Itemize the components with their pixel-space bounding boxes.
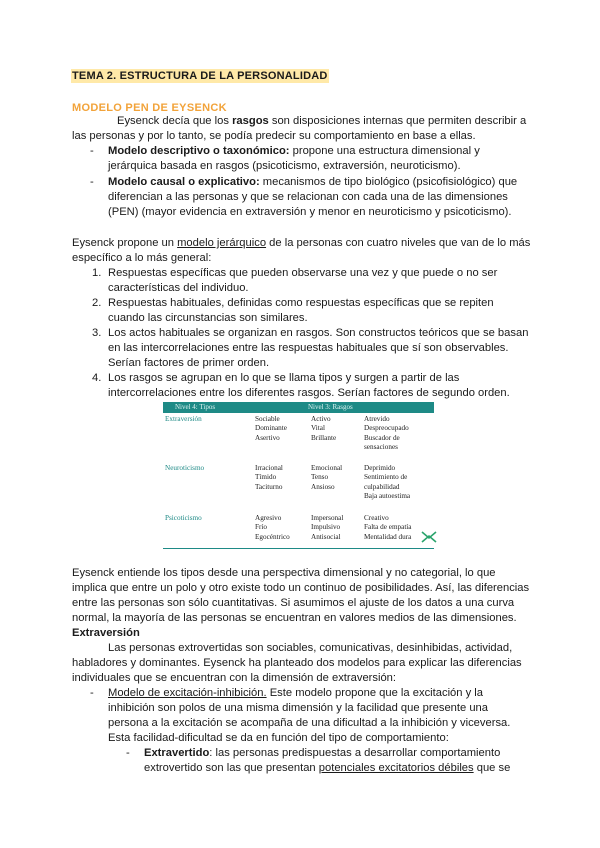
level-3-line-3: Serían factores de primer orden.	[108, 357, 270, 369]
hier-line-2: específico a lo más general:	[72, 252, 212, 264]
level-1-num: 1.	[92, 267, 102, 279]
after-line-2: implica que entre un polo y otro existe todo un continuo de posibilidades. Así, las diferencias	[72, 582, 530, 594]
intro-line-1: Eysenck decía que los rasgos son disposiciones internas que permiten describir a	[117, 115, 527, 127]
level-4-line-1: Los rasgos se agrupan en lo que se llama tipos y surgen a partir de las	[108, 372, 460, 384]
after-line-4: normal, la mayoría de las personas se encuentran en valores medios de las dimensiones.	[72, 612, 517, 624]
level-1-line-1: Respuestas específicas que pueden observarse una vez y que puede o no ser	[108, 267, 498, 279]
type-extraversion: Extraversión	[165, 415, 202, 423]
table-cell: Agresivo Frío Egocéntrico	[255, 514, 290, 541]
table-cell: Sociable Dominante Asertivo	[255, 415, 287, 442]
cross-arrows-icon	[420, 528, 438, 546]
table-cell: Irracional Tímido Taciturno	[255, 464, 283, 491]
level-2-num: 2.	[92, 297, 102, 309]
section-subtitle: MODELO PEN DE EYSENCK	[72, 102, 227, 114]
type-psychoticism: Psicoticismo	[165, 514, 202, 522]
table-cell: Creativo Falta de empatía Mentalidad dura	[364, 514, 412, 541]
level-2-line-1: Respuestas habituales, definidas como respuestas específicas que se repiten	[108, 297, 494, 309]
model-exc-line-2: inhibición son polos de una misma dimensión y la facilidad que presente una	[108, 702, 488, 714]
table-header-types: Nivel 4: Tipos	[175, 403, 216, 411]
level-1-line-2: características del individuo.	[108, 282, 249, 294]
table-header-traits: Nivel 3: Rasgos	[308, 403, 353, 411]
bullet-marker: -	[90, 687, 94, 699]
model-2-line-3: (PEN) (mayor evidencia en extraversión y menor en neuroticismo y psicoticismo).	[108, 206, 512, 218]
extravertido-line-1: Extravertido: las personas predispuestas a desarrollar comportamiento	[144, 747, 501, 759]
model-exc-line-1: Modelo de excitación-inhibición. Este modelo propone que la excitación y la	[108, 687, 484, 699]
extra-line-1: Las personas extrovertidas son sociables, comunicativas, desinhibidas, actividad,	[108, 642, 513, 654]
table-cell: Deprimido Sentimiento de culpabilidad Baja autoestima	[364, 464, 411, 501]
model-exc-line-4: Esta facilidad-dificultad se da en función del tipo de comportamiento:	[108, 732, 449, 744]
types-traits-table	[163, 402, 434, 550]
model-1-line-1: Modelo descriptivo o taxonómico: propone una estructura dimensional y	[108, 145, 480, 157]
table-cell: Activo Vital Brillante	[311, 415, 337, 442]
model-exc-line-3: persona a la excitación se acompaña de una dificultad a la inhibición y viceversa.	[108, 717, 511, 729]
level-3-line-1: Los actos habituales se organizan en rasgos. Son constructos teóricos que se basan	[108, 327, 529, 339]
table-cell: Atrevido Despreocupado Buscador de sensaciones	[364, 415, 409, 452]
table-cell: Emocional Tenso Ansioso	[311, 464, 343, 491]
page-title: TEMA 2. ESTRUCTURA DE LA PERSONALIDAD	[72, 70, 328, 82]
model-2-line-1: Modelo causal o explicativo: mecanismos de tipo biológico (psicofisiológico) que	[108, 176, 518, 188]
table-header	[163, 402, 434, 413]
extravertido-line-2: extrovertido son las que presentan potenciales excitatorios débiles que se	[144, 762, 511, 774]
bullet-marker: -	[126, 747, 130, 759]
intro-line-2: las personas y por lo tanto, se podía predecir su comportamiento en base a ellas.	[72, 130, 476, 142]
after-line-1: Eysenck entiende los tipos desde una perspectiva dimensional y no categorial, lo que	[72, 567, 496, 579]
level-3-line-2: en las intercorrelaciones entre las respuestas habituales que sí son observables.	[108, 342, 509, 354]
extraversion-heading: Extraversión	[72, 627, 140, 639]
extra-line-3: individuales que se encuentran con la dimensión de extraversión:	[72, 672, 397, 684]
table-bottom-rule	[163, 548, 434, 549]
bullet-marker: -	[90, 145, 94, 157]
hier-line-1: Eysenck propone un modelo jerárquico de la personas con cuatro niveles que van de lo más	[72, 237, 531, 249]
model-1-line-2: jerárquica basada en rasgos (psicoticismo, extraversión, neuroticismo).	[108, 160, 461, 172]
extra-line-2: habladores y dominantes. Eysenck ha planteado dos modelos para explicar las diferencias	[72, 657, 522, 669]
model-2-line-2: diferencian a las personas y que se relacionan con cada una de las dimensiones	[108, 191, 508, 203]
table-cell: Impersonal Impulsivo Antisocial	[311, 514, 344, 541]
level-3-num: 3.	[92, 327, 102, 339]
level-4-num: 4.	[92, 372, 102, 384]
level-2-line-2: cuando las circunstancias son similares.	[108, 312, 308, 324]
bullet-marker: -	[90, 176, 94, 188]
type-neuroticism: Neuroticismo	[165, 464, 205, 472]
after-line-3: entre las personas son sólo cuantitativas. Si asumimos el ajuste de los datos a una curva	[72, 597, 515, 609]
level-4-line-2: intercorrelaciones entre los diferentes rasgos. Serían factores de segundo orden.	[108, 387, 510, 399]
